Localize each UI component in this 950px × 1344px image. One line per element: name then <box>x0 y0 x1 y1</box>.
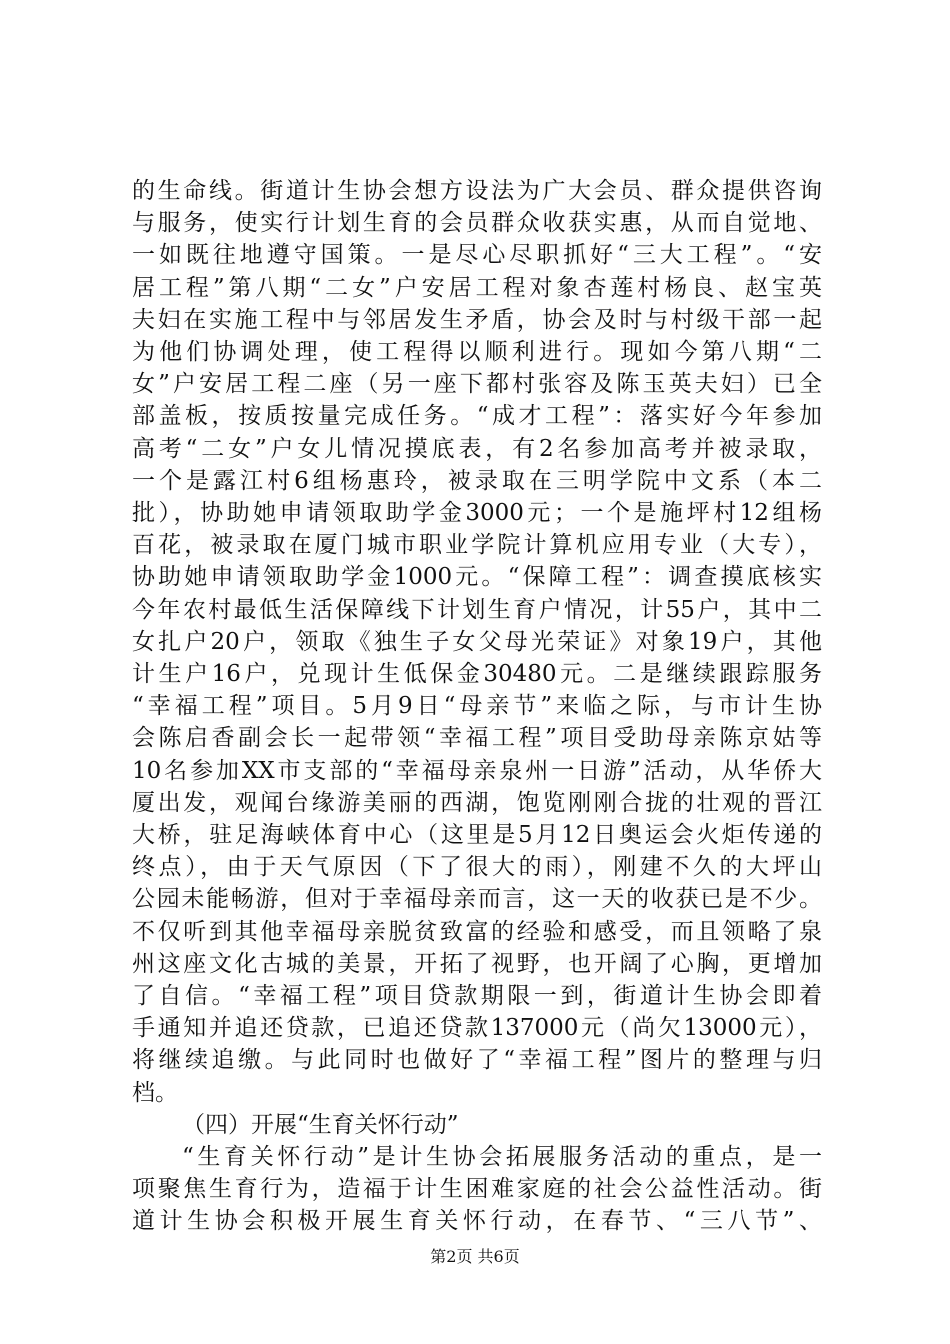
body-line-27: 手通知并追还贷款，已追还贷款137000元（尚欠13000元）， <box>132 1015 822 1042</box>
body-line-20: 厦出发，观闻台缘游美丽的西湖，饱览刚刚合拢的壮观的晋江 <box>132 789 822 816</box>
body-line-31: “生育关怀行动”是计生协会拓展服务活动的重点，是一 <box>182 1144 822 1170</box>
body-line-28: 将继续追缴。与此同时也做好了“幸福工程”图片的整理与归 <box>132 1047 822 1074</box>
body-line-13: 协助她申请领取助学金1000元。“保障工程”：调查摸底核实 <box>132 564 822 591</box>
body-line-26: 了自信。“幸福工程”项目贷款期限一到，街道计生协会即着 <box>132 983 822 1009</box>
body-line-9: 高考“二女”户女儿情况摸底表，有2名参加高考并被录取， <box>132 435 822 462</box>
body-line-1: 的生命线。街道计生协会想方设法为广大会员、群众提供咨询 <box>132 178 822 204</box>
body-line-7: 女”户安居工程二座（另一座下都村张容及陈玉英夫妇）已全 <box>132 371 822 398</box>
body-line-25: 州这座文化古城的美景，开拓了视野，也开阔了心胸，更增加 <box>132 950 822 977</box>
body-line-24: 不仅听到其他幸福母亲脱贫致富的经验和感受，而且领略了泉 <box>132 918 822 945</box>
body-line-2: 与服务，使实行计划生育的会员群众收获实惠，从而自觉地、 <box>132 210 822 237</box>
body-line-12: 百花，被录取在厦门城市职业学院计算机应用专业（大专）， <box>132 532 822 559</box>
body-line-16: 计生户16户，兑现计生低保金30480元。二是继续跟踪服务 <box>132 661 822 687</box>
body-line-17: “幸福工程”项目。5月9日“母亲节”来临之际，与市计生协 <box>132 693 822 720</box>
body-line-18: 会陈启香副会长一起带领“幸福工程”项目受助母亲陈京姑等 <box>132 725 822 752</box>
body-line-6: 为他们协调处理，使工程得以顺利进行。现如今第八期“二 <box>132 339 822 365</box>
body-line-15: 女扎户20户，领取《独生子女父母光荣证》对象19户，其他 <box>132 628 822 655</box>
body-line-21: 大桥，驻足海峡体育中心（这里是5月12日奥运会火炬传递的 <box>132 822 822 848</box>
body-line-8: 部盖板，按质按量完成任务。“成才工程”：落实好今年参加 <box>132 403 822 430</box>
body-line-11: 批），协助她申请领取助学金3000元；一个是施坪村12组杨 <box>132 500 822 526</box>
body-line-29: 档。 <box>132 1079 178 1106</box>
body-line-19: 10名参加XX市支部的“幸福母亲泉州一日游”活动，从华侨大 <box>132 757 822 784</box>
body-line-14: 今年农村最低生活保障线下计划生育户情况，计55户，其中二 <box>132 596 822 623</box>
body-line-23: 公园未能畅游，但对于幸福母亲而言，这一天的收获已是不少。 <box>132 886 822 913</box>
page-number-footer: 第2页 共6页 <box>430 1247 520 1266</box>
body-line-33: 道计生协会积极开展生育关怀行动，在春节、“三八节”、 <box>132 1208 822 1235</box>
body-line-22: 终点），由于天气原因（下了很大的雨），刚建不久的大坪山 <box>132 854 822 881</box>
body-line-32: 项聚焦生育行为，造福于计生困难家庭的社会公益性活动。街 <box>132 1176 822 1203</box>
body-line-4: 居工程”第八期“二女”户安居工程对象杏莲村杨良、赵宝英 <box>132 274 822 301</box>
body-line-5: 夫妇在实施工程中与邻居发生矛盾，协会及时与村级干部一起 <box>132 306 822 333</box>
body-line-3: 一如既往地遵守国策。一是尽心尽职抓好“三大工程”。“安 <box>132 242 822 269</box>
body-line-10: 一个是露江村6组杨惠玲，被录取在三明学院中文系（本二 <box>132 467 822 494</box>
section-heading: （四）开展“生育关怀行动” <box>182 1111 459 1138</box>
